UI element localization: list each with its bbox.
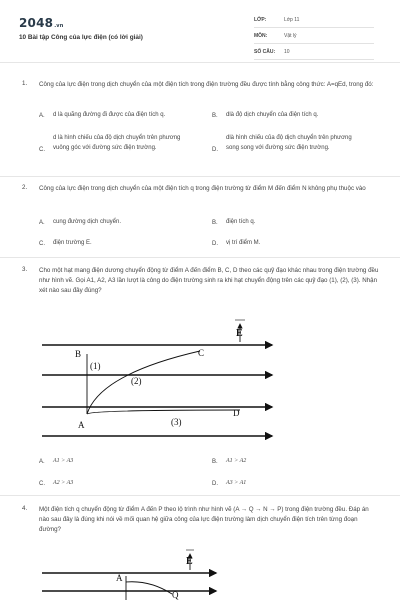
meta-value: 10 [284,49,290,55]
question-text: Một điện tích q chuyển động từ điểm A đến P theo lộ trình như hình vẽ (A → Q → N → P) trong điện trường đều. Đáp án nào sau đây là đúng khi nói về mối quan hệ giữa công của lực điện trường làm dịch chuyển điện tích trên từng đoạn đường? [39,506,369,533]
meta-row-count [254,47,374,60]
question-text: Cho một hạt mang điện dương chuyển động từ điểm A đến điểm B, C, D theo các quỹ đạo khác nhau trong điện trường đều như hình vẽ. Gọi A1, A2, A3 lần lượt là công do điện trường sinh ra khi hạt chuyển động trên các quỹ đạo (1), (2), (3). Nhận xét nào sau đây đúng? [39,267,379,294]
meta-label: MÔN: [254,33,268,39]
meta-row-subject [254,31,374,44]
path-segment [126,582,172,594]
question-divider [0,257,400,258]
path-3 [87,410,240,414]
field-label: E [236,328,243,339]
path-label-1: (1) [90,361,101,371]
point-b: B [75,349,82,359]
point-q: Q [172,590,179,600]
header [0,0,400,60]
meta-info [254,15,374,63]
point-a: A [78,420,85,430]
site-logo[interactable]: 2048.vn [19,16,64,30]
question-divider [0,495,400,496]
figure-trajectories [40,318,280,444]
figure-path [40,548,240,600]
question-number: 2. [22,184,28,191]
meta-label: LỚP: [254,17,267,23]
meta-label: SỐ CÂU: [254,49,276,55]
header-divider [0,62,400,63]
document-page: 2048.vn 10 Bài tập Công của lực điện (có lời giải) LỚP: Lớp 11 MÔN: Vật lý SỐ CÂU: 10 1. Công của lực điện trong dịch chuyển của một điện tích trong điện trường đều được tính bằng công thức: A=qEd, trong đó: A. d là quãng đường đi được của điện tích q. B. dlà độ dịch chuyển của điện tích q. C. d là hình chiếu của độ dịch chuyển trên phương vuông góc với đường sức điện trường. D. dlà hình chiếu của độ dịch chuyển trên phương song song với đường sức điện trường. 2. Công của lực điện trong dịch chuyển của một điện tích q trong điện trường từ điểm M đến điểm N không phụ thuộc vào A. cung đường dịch chuyển. B. điện tích q. C. điện trường E. D. vị trí điểm M. 3. Cho một hạt mang điện dương chuyển động từ điểm A đến điểm B, C, D theo các quỹ đạo khác nhau trong điện trường đều như hình vẽ. Gọi A1, A2, A3 lần lượt là công do điện trường sinh ra khi hạt chuyển động trên các quỹ đạo (1), (2), (3). Nhận xét nào sau đây đúng? E B C D A (1) (2) (3) A. A1 > A3 B. A1 > A2 C. A2 > A3 D. A3 > A1 4. Một điện tích q chuyển động từ điểm A đến P theo lộ trình như hình vẽ (A → Q → N → P) trong điện trường đều. Đáp án nào sau đây là đúng khi nói về mối quan hệ giữa công của lực điện trường làm dịch chuyển điện tích trên từng đoạn đường? E A Q [0,0,400,600]
path-2 [87,351,200,414]
point-c: C [198,348,205,358]
point-d: D [233,408,240,418]
path-label-2: (2) [131,376,142,386]
path-label-3: (3) [171,417,182,427]
question-text: Công của lực điện trong dịch chuyển của một điện tích q trong điện trường từ điểm M đến điểm N không phụ thuộc vào [39,185,366,192]
question-divider [0,176,400,177]
meta-value: Vật lý [284,33,297,39]
question-number: 4. [22,505,28,512]
page-title: 10 Bài tập Công của lực điện (có lời giải) [19,34,143,41]
question-number: 1. [22,80,28,87]
field-label: E [186,556,193,567]
question-number: 3. [22,266,28,273]
meta-row-class [254,15,374,28]
meta-value: Lớp 11 [284,17,300,23]
question-text: Công của lực điện trong dịch chuyển của một điện tích trong điện trường đều được tính bằng công thức: A=qEd, trong đó: [39,81,374,88]
point-a: A [116,573,123,583]
